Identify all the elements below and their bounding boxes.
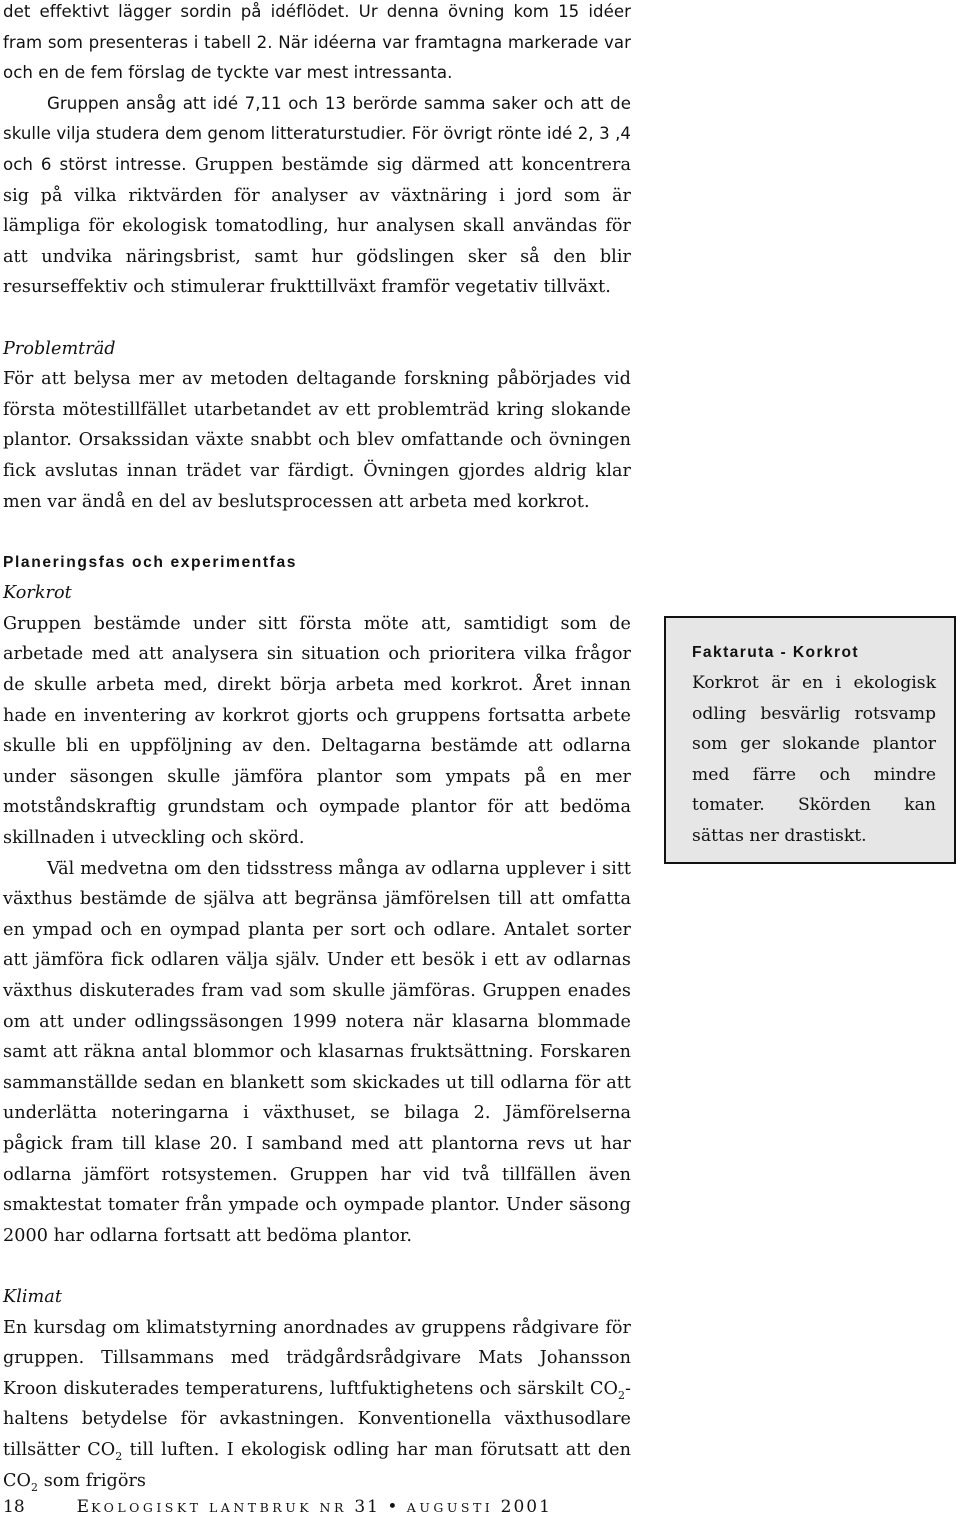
problemtrad-paragraph: För att belysa mer av metoden deltagande forskning påbörjades vid första mötestillfället utarbetandet av ett problemträd kring slokande plantor. Orsakssidan växte snabbt och blev omfattande och övningen fick avslutas innan trädet var färdigt. Övningen gjordes aldrig klar men var ändå en del av beslutsprocessen att arbeta med korkrot.	[3, 369, 631, 512]
korkrot-paragraph-1: Gruppen bestämde under sitt första möte att, samtidigt som de arbetade med att analysera sin situation och prioritera vilka frågor de skulle arbeta med, direkt börja arbeta med korkrot. Året innan hade en inventering av korkrot gjorts och gruppens fortsatta arbete skulle bli en uppföljning av den. Deltagarna bestämde att odlarna under säsongen skulle jämföra plantor som ympats på en mer motståndskraftig grundstam och oympade plantor för att bedöma skillnaden i utveckling och skörd.	[3, 613, 631, 849]
issue-year: 2001	[500, 1497, 552, 1517]
klimat-text-a: En kursdag om klimatstyrning anordnades av gruppens rådgivare för gruppen. Tillsammans med trädgårdsrådgivare Mats Johansson Kroon diskuterades temperaturens, luftfuktighetens och särskilt CO	[3, 1317, 631, 1399]
intro-paragraph-2-serif: Gruppen bestämde sig därmed att koncentrera sig på vilka riktvärden för analyser av växtnäring i jord som är lämpliga för ekologisk tomatodling, hur analysen skall användas för att undvika näringsbrist, samt hur gödslingen sker så den blir resurseffektiv och stimulerar frukttillväxt framför vegetativ tillväxt.	[3, 154, 631, 298]
korkrot-subheading: Korkrot	[3, 583, 72, 604]
intro-paragraph-2-sans: Gruppen ansåg att idé 7,11 och 13 berörde samma saker och att de skulle vilja studera dem genom litteraturstudier. För övrigt rönte idé 2, 3 ,4 och 6 störst intresse.	[3, 93, 631, 174]
page-footer	[3, 1497, 552, 1517]
issue-number: 31	[354, 1497, 380, 1517]
factbox-korkrot	[664, 616, 956, 864]
issue-month: AUGUSTI	[406, 1500, 494, 1515]
co2-subscript: 2	[115, 1449, 123, 1463]
factbox-body: Korkrot är en i ekologisk odling besvärlig rotsvamp som ger slokande plantor med färre och mindre tomater. Skörden kan sättas ner drastiskt.	[692, 673, 936, 846]
problemtrad-subheading: Problemträd	[3, 338, 116, 359]
page-number: 18	[3, 1497, 25, 1517]
co2-subscript: 2	[31, 1480, 39, 1494]
klimat-text-d: som frigörs	[38, 1470, 146, 1491]
klimat-subheading: Klimat	[3, 1286, 62, 1307]
klimat-text-b: - haltens betydelse för avkastningen. Konventionella växthusodlare tillsätter CO	[3, 1378, 631, 1460]
intro-paragraph-1: det effektivt lägger sordin på idéflödet. Ur denna övning kom 15 idéer fram som presenteras i tabell 2. När idéerna var framtagna markerade var och en de fem förslag de tyckte var mest intressanta.	[3, 2, 631, 83]
klimat-text-c: till luften. I ekologisk odling har man förutsatt att den CO	[3, 1439, 631, 1491]
journal-initial: E	[76, 1497, 92, 1517]
factbox-title: Faktaruta - Korkrot	[692, 644, 859, 661]
klimat-paragraph	[3, 1313, 631, 1497]
main-column	[3, 0, 631, 1496]
intro-paragraph-2	[3, 89, 631, 303]
co2-subscript: 2	[617, 1388, 625, 1402]
korkrot-paragraph-2: Väl medvetna om den tidsstress många av odlarna upplever i sitt växthus bestämde de själva att begränsa jämförelsen till att omfatta en ympad och en oympad planta per sort och odlare. Antalet sorter att jämföra fick odlaren välja själv. Under ett besök i ett av odlarnas växthus diskuterades fram vad som skulle jämföras. Gruppen enades om att under odlingssäsongen 1999 notera när klasarna blommade samt att räkna antal blommor och klasarnas fruktsättning. Forskaren sammanställde sedan en blankett som skickades ut till odlarna för att underlätta noteringarna i växthuset, se bilaga 2. Jämförelserna pågick fram till klase 20. I samband med att plantorna revs ut har odlarna jämfört rotsystemen. Gruppen har vid två tillfällen även smaktestat tomater från ympade och oympade plantor. Under säsong 2000 har odlarna fortsatt att bedöma plantor.	[3, 858, 631, 1246]
bullet-separator: •	[387, 1497, 400, 1517]
journal-name: KOLOGISKT LANTBRUK NR	[91, 1500, 347, 1515]
planering-heading: Planeringsfas och experimentfas	[3, 553, 297, 571]
